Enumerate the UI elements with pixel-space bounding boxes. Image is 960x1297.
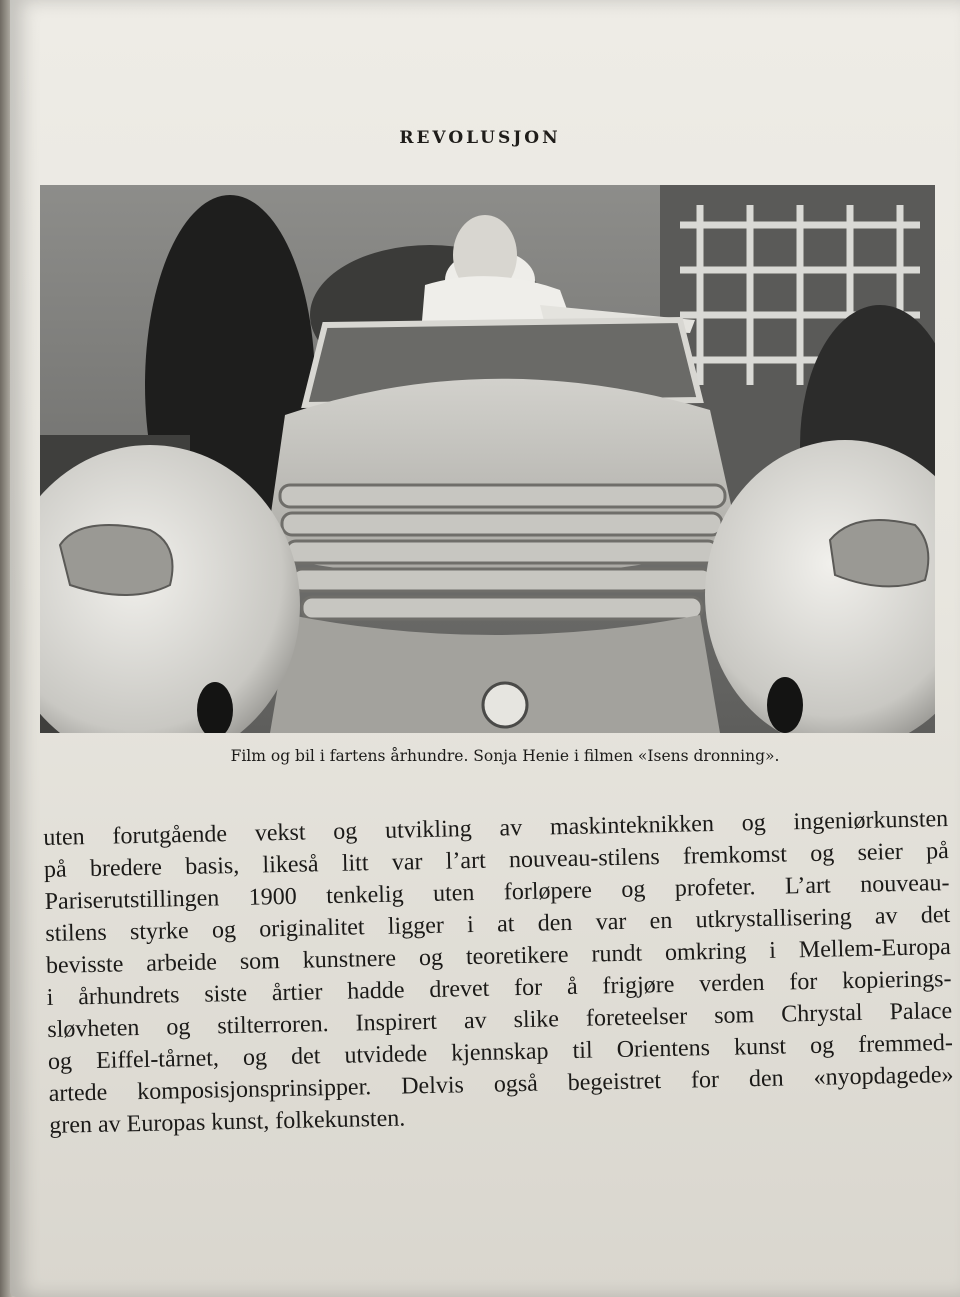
text-line: uten forutgående vekst og utvikling av maskinteknikken og ingeniørkunsten: [43, 806, 949, 851]
text-line: og Eiffel-tårnet, og det utvidede kjennskap til Orientens kunst og fremmed-: [47, 1029, 954, 1075]
text-line: på bredere basis, likeså litt var l’art nouveau-stilens fremkomst og seier på: [43, 838, 950, 883]
text-line: stilens styrke og originalitet ligger i at den var en utkrystallisering av det: [45, 902, 951, 947]
running-header: REVOLUSJON: [399, 128, 561, 148]
text-line: artede komposisjonsprinsipper. Delvis også begeistret for den «nyopdagede»: [48, 1061, 954, 1107]
text-line: i århundrets siste årtier hadde drevet for å frigjøre verden for kopierings-: [46, 966, 952, 1011]
photo-figure: [40, 185, 935, 733]
text-line: Pariserutstillingen 1900 tenkelig uten forløpere og profeter. L’art nouveau-: [44, 870, 950, 915]
text-line: bevisste arbeide som kunstnere og teoretikere rundt omkring i Mellem-Europa: [45, 934, 952, 979]
body-paragraph: [43, 803, 955, 1142]
text-line: gren av Europas kunst, folkekunsten.: [49, 1105, 406, 1139]
car-photo-illustration: [40, 185, 935, 733]
text-line: sløvheten og stilterroren. Inspirert av slike foreteelser som Chrystal Palace: [47, 998, 953, 1043]
figure-caption: Film og bil i fartens århundre. Sonja Henie i filmen «Isens dronning».: [230, 747, 780, 765]
